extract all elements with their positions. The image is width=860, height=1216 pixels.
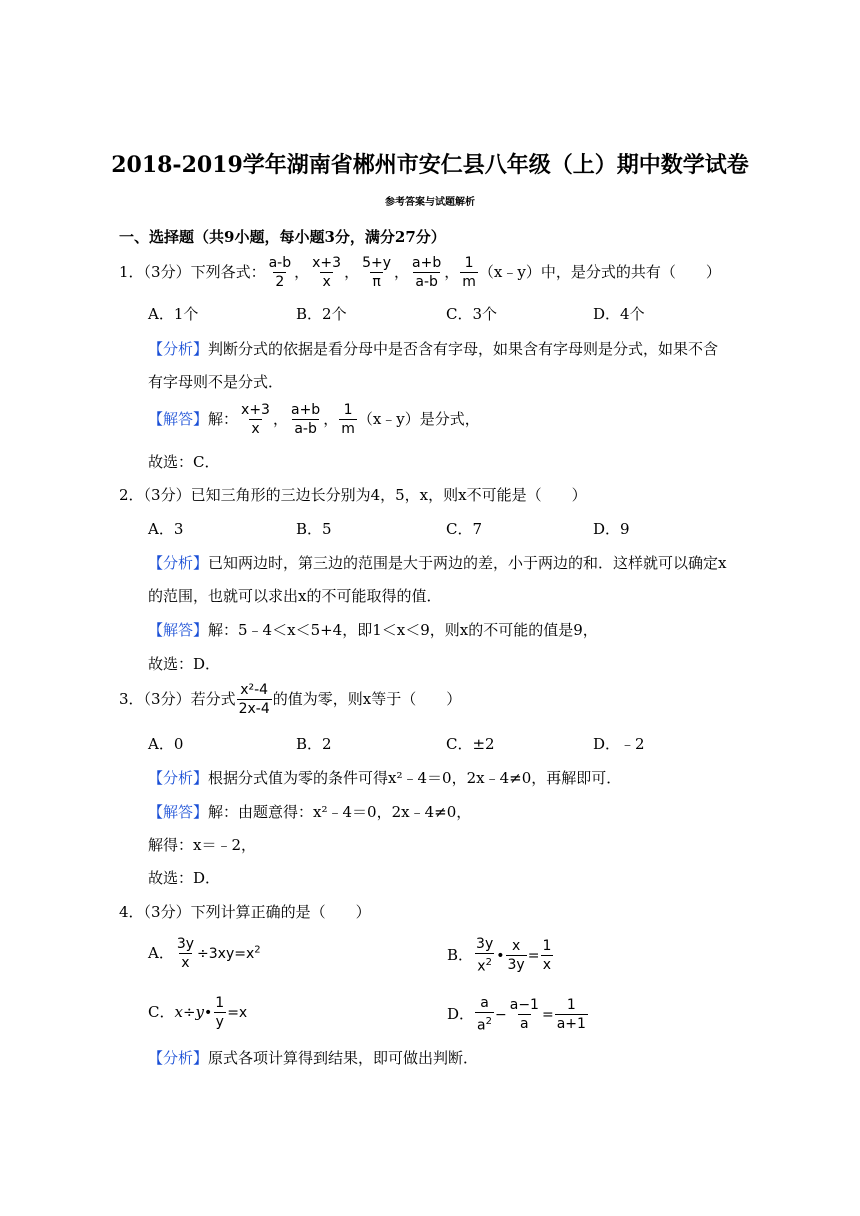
q4-option-b: B． $\frac{3y}{x^2}$ • $\frac{x}{3y}$ = $\frac{1}{x}$	[447, 936, 552, 975]
q1-analysis-cont: 有字母则不是分式．	[148, 373, 284, 391]
section-heading: 一、选择题（共9小题，每小题3分，满分27分）	[119, 228, 446, 246]
q3-solve: 解得：x＝﹣2，	[148, 836, 257, 854]
q1-frac-5: $\frac{1}{m}$	[462, 255, 476, 290]
q1-answer-frac-3: $\frac{1}{m}$	[341, 402, 355, 437]
q4-option-d: D． $\frac{a}{a^2}$ − $\frac{a-1}{a}$ = $\frac{1}{a+1}$	[447, 995, 586, 1034]
q3-analysis: 【分析】根据分式值为零的条件可得x²﹣4＝0，2x﹣4≠0，再解即可．	[148, 769, 622, 787]
q3-option-d: D．﹣2	[593, 735, 645, 753]
answer-label: 【解答】	[148, 803, 209, 821]
page-title: 2018-2019学年湖南省郴州市安仁县八年级（上）期中数学试卷	[111, 152, 749, 178]
q2-analysis: 【分析】已知两边时，第三边的范围是大于两边的差，小于两边的和．这样就可以确定x	[148, 554, 727, 572]
q4-option-a: A． $\frac{3y}{x}$ $\div 3xy=x^2$	[148, 936, 261, 971]
q3-choice: 故选：D．	[148, 869, 221, 887]
analysis-label: 【分析】	[148, 340, 209, 358]
q2-stem: 2．（3分）已知三角形的三边长分别为4，5，x，则x不可能是（ ）	[119, 486, 587, 504]
q4-stem: 4．（3分）下列计算正确的是（ ）	[119, 903, 371, 921]
q3-option-a: A．0	[148, 735, 184, 753]
q1-answer-frac-2: $\frac{a+b}{a-b}$	[290, 402, 321, 437]
q1-option-b: B．2个	[296, 305, 347, 323]
q3-answer: 【解答】解：由题意得：x²﹣4＝0，2x﹣4≠0，	[148, 803, 472, 821]
q1-analysis: 【分析】判断分式的依据是看分母中是否含有字母，如果含有字母则是分式，如果不含	[148, 340, 719, 358]
q1-frac-4: $\frac{a+b}{a-b}$	[412, 255, 442, 290]
q2-option-c: C．7	[446, 520, 483, 538]
q3-option-b: B．2	[296, 735, 332, 753]
q1-choice: 故选：C．	[148, 453, 220, 471]
q1-frac-2: $\frac{x+3}{x}$	[312, 255, 342, 290]
q1-answer: 【解答】解： $\frac{x+3}{x}$ ， $\frac{a+b}{a-b}$ ， $\frac{1}{m}$ （x﹣y）是分式，	[148, 402, 480, 437]
q3-stem: 3．（3分）若分式 $\frac{\text{x²-4}}{2x-4}$ 的值为零，则x等于（ ）	[119, 682, 462, 717]
q1-option-d: D．4个	[593, 305, 645, 323]
q1-option-a: A．1个	[148, 305, 199, 323]
analysis-label: 【分析】	[148, 1049, 209, 1067]
q3-option-c: C．±2	[446, 735, 495, 753]
q1-option-c: C．3个	[446, 305, 498, 323]
answer-label: 【解答】	[148, 621, 209, 639]
analysis-label: 【分析】	[148, 769, 209, 787]
q3-frac: $\frac{\text{x²-4}}{2x-4}$	[238, 682, 270, 717]
q2-option-a: A．3	[148, 520, 184, 538]
q2-answer: 【解答】解：5﹣4＜x＜5+4，即1＜x＜9，则x的不可能的值是9，	[148, 621, 598, 639]
q4-analysis: 【分析】原式各项计算得到结果，即可做出判断．	[148, 1049, 479, 1067]
q1-answer-frac-1: $\frac{x+3}{x}$	[241, 402, 270, 437]
q1-frac-3: $\frac{5+y}{\pi}$	[362, 255, 392, 290]
q2-choice: 故选：D．	[148, 655, 221, 673]
page-subtitle: 参考答案与试题解析	[385, 197, 475, 208]
q2-option-d: D．9	[593, 520, 630, 538]
q1-frac-1: $\frac{a-b}{2}$	[268, 255, 292, 290]
q1-stem: 1．（3分）下列各式： $\frac{a-b}{2}$ ， $\frac{x+3}{x}$ ， $\frac{5+y}{\pi}$ ， $\frac{a+b}{a-b}$ ， $\frac{1}{m}$ （x﹣y）中，是分式的共有（ ）	[119, 255, 721, 290]
q2-option-b: B．5	[296, 520, 332, 538]
q2-analysis-cont: 的范围，也就可以求出x的不可能取得的值．	[148, 587, 442, 605]
q4-option-c: C．x÷y• $\frac{1}{y}$ =x	[148, 995, 248, 1030]
answer-label: 【解答】	[148, 410, 209, 428]
analysis-label: 【分析】	[148, 554, 209, 572]
